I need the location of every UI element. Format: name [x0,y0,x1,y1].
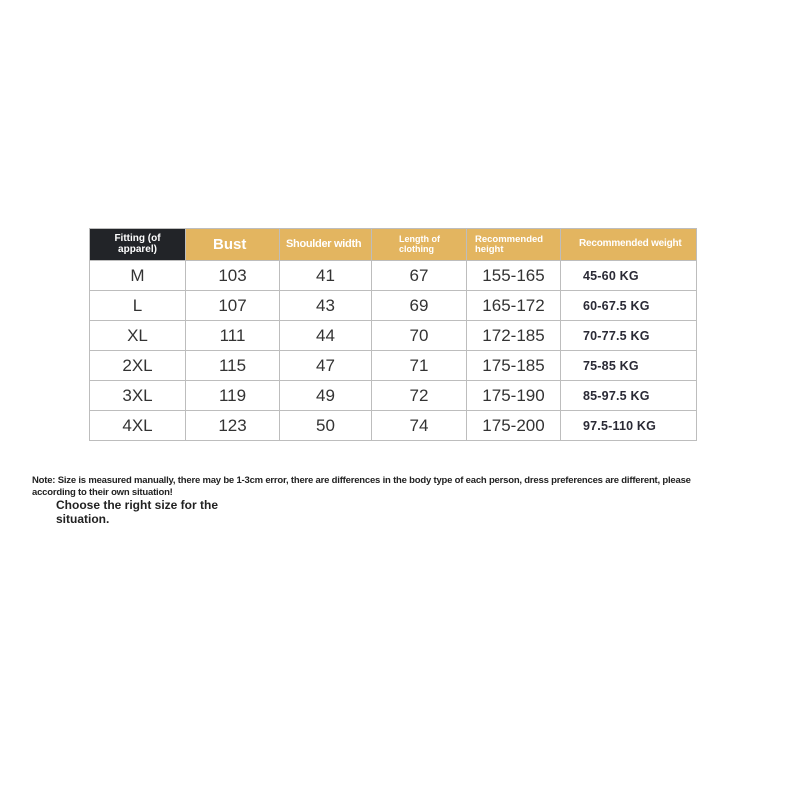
table-row [90,381,697,411]
cell-weight: 45-60 KG [561,261,697,291]
cell-weight: 70-77.5 KG [561,321,697,351]
cell-weight: 75-85 KG [561,351,697,381]
header-shoulder-width: Shoulder width [280,229,372,261]
cell-height: 172-185 [467,321,561,351]
cell-length: 74 [372,411,467,441]
table-row [90,351,697,381]
cell-height: 175-185 [467,351,561,381]
cell-weight: 97.5-110 KG [561,411,697,441]
cell-height: 155-165 [467,261,561,291]
cell-size: L [90,291,186,321]
choose-size-text: Choose the right size for the situation. [56,498,219,526]
cell-length: 70 [372,321,467,351]
table-row [90,321,697,351]
cell-bust: 115 [186,351,280,381]
cell-height: 175-200 [467,411,561,441]
header-length-of-clothing: Length of clothing [372,229,467,261]
cell-length: 71 [372,351,467,381]
table-row [90,291,697,321]
cell-shoulder: 44 [280,321,372,351]
cell-shoulder: 43 [280,291,372,321]
cell-bust: 123 [186,411,280,441]
size-chart-table [89,228,697,441]
header-fitting: Fitting (of apparel) [90,229,186,261]
cell-shoulder: 47 [280,351,372,381]
table-row [90,261,697,291]
table-header-row [90,229,697,261]
cell-shoulder: 41 [280,261,372,291]
cell-height: 165-172 [467,291,561,321]
size-note: Note: Size is measured manually, there may be 1-3cm error, there are differences in the body type of each person, dress preferences are different, please according to their own situation! [32,475,691,498]
cell-length: 69 [372,291,467,321]
cell-size: XL [90,321,186,351]
cell-length: 72 [372,381,467,411]
header-recommended-weight: Recommended weight [561,229,697,261]
cell-size: 2XL [90,351,186,381]
cell-size: 4XL [90,411,186,441]
header-recommended-height: Recommended height [467,229,561,261]
cell-bust: 119 [186,381,280,411]
cell-weight: 60-67.5 KG [561,291,697,321]
cell-bust: 103 [186,261,280,291]
cell-size: 3XL [90,381,186,411]
header-bust: Bust [186,229,280,261]
cell-weight: 85-97.5 KG [561,381,697,411]
table-row [90,411,697,441]
cell-bust: 111 [186,321,280,351]
cell-length: 67 [372,261,467,291]
cell-size: M [90,261,186,291]
cell-shoulder: 49 [280,381,372,411]
cell-bust: 107 [186,291,280,321]
cell-height: 175-190 [467,381,561,411]
cell-shoulder: 50 [280,411,372,441]
